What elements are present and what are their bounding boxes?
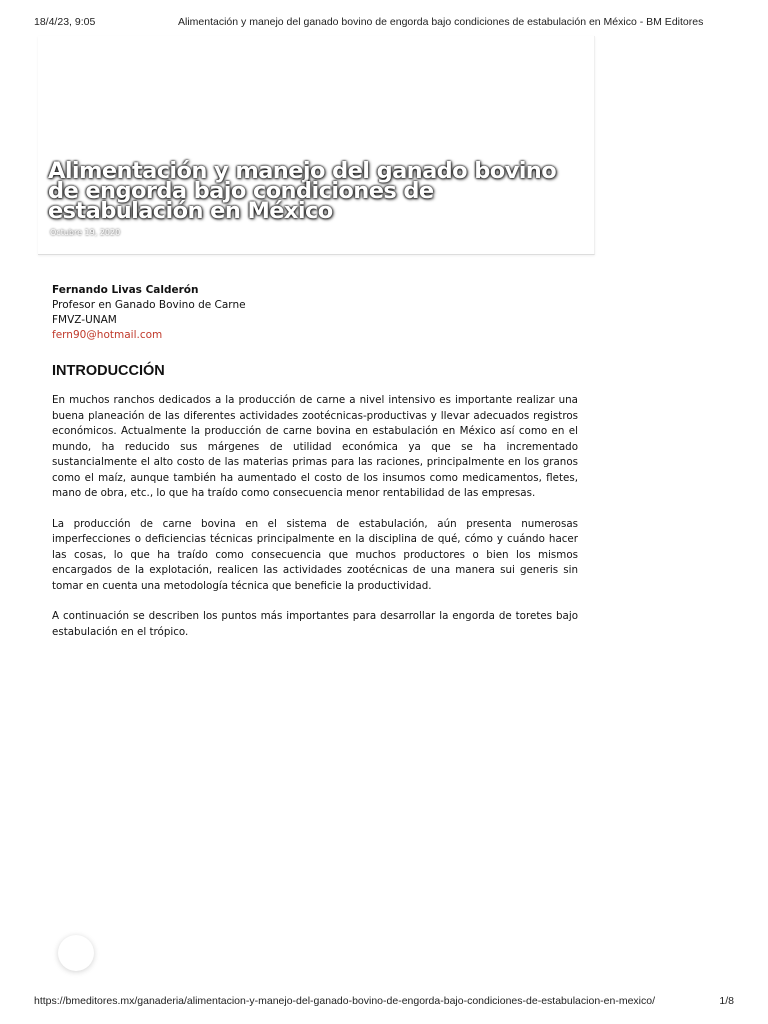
section-heading: INTRODUCCIÓN xyxy=(52,363,165,379)
floating-chat-button[interactable] xyxy=(58,935,94,971)
article-title: Alimentación y manejo del ganado bovino de engorda bajo condiciones de estabulación en México xyxy=(48,158,557,224)
print-title: Alimentación y manejo del ganado bovino de engorda bajo condiciones de estabulación en México - BM Editores xyxy=(178,16,704,28)
author-position: Profesor en Ganado Bovino de Carne xyxy=(52,299,246,311)
paragraph: La producción de carne bovina en el sistema de estabulación, aún presenta numerosas imperfecciones o deficiencias técnicas principalmente en la disciplina de qué, cómo y cuándo hacer las cosas, lo que ha traído como consecuencia que muchos productores o bien los mismos encargados de la explotación, realicen las actividades zootécnicas de una manera sui generis sin tomar en cuenta una metodología técnica que beneficie la productividad. xyxy=(52,517,578,592)
print-url: https://bmeditores.mx/ganaderia/alimentacion-y-manejo-del-ganado-bovino-de-engorda-bajo-condiciones-de-estabulacion-en-mexico/ xyxy=(34,995,656,1007)
article-date: Octubre 19, 2020 xyxy=(50,228,121,237)
author-institution: FMVZ-UNAM xyxy=(52,314,117,326)
print-date: 18/4/23, 9:05 xyxy=(34,16,96,28)
author-email-link[interactable]: fern90@hotmail.com xyxy=(52,329,163,341)
article-body xyxy=(52,283,578,655)
paragraph: En muchos ranchos dedicados a la producción de carne a nivel intensivo es importante realizar una buena planeación de las diferentes actividades zootécnicas-productivas y llevar adecuados registros económicos. Actualmente la producción de carne bovina en estabulación en México así como en el mundo, ha reducido sus márgenes de utilidad económica ya que se ha incrementado sustancialmente el alto costo de las materias primas para las raciones, principalmente en los granos como el maíz, aunque también ha aumentado el costo de los insumos como medicamentos, fletes, mano de obra, etc., lo que ha traído como consecuencia menor rentabilidad de las empresas. xyxy=(52,394,578,499)
page-number: 1/8 xyxy=(719,995,734,1007)
paragraph: A continuación se describen los puntos más importantes para desarrollar la engorda de toretes bajo estabulación en el trópico. xyxy=(52,610,578,638)
article-hero xyxy=(38,36,595,255)
author-name: Fernando Livas Calderón xyxy=(52,284,199,296)
